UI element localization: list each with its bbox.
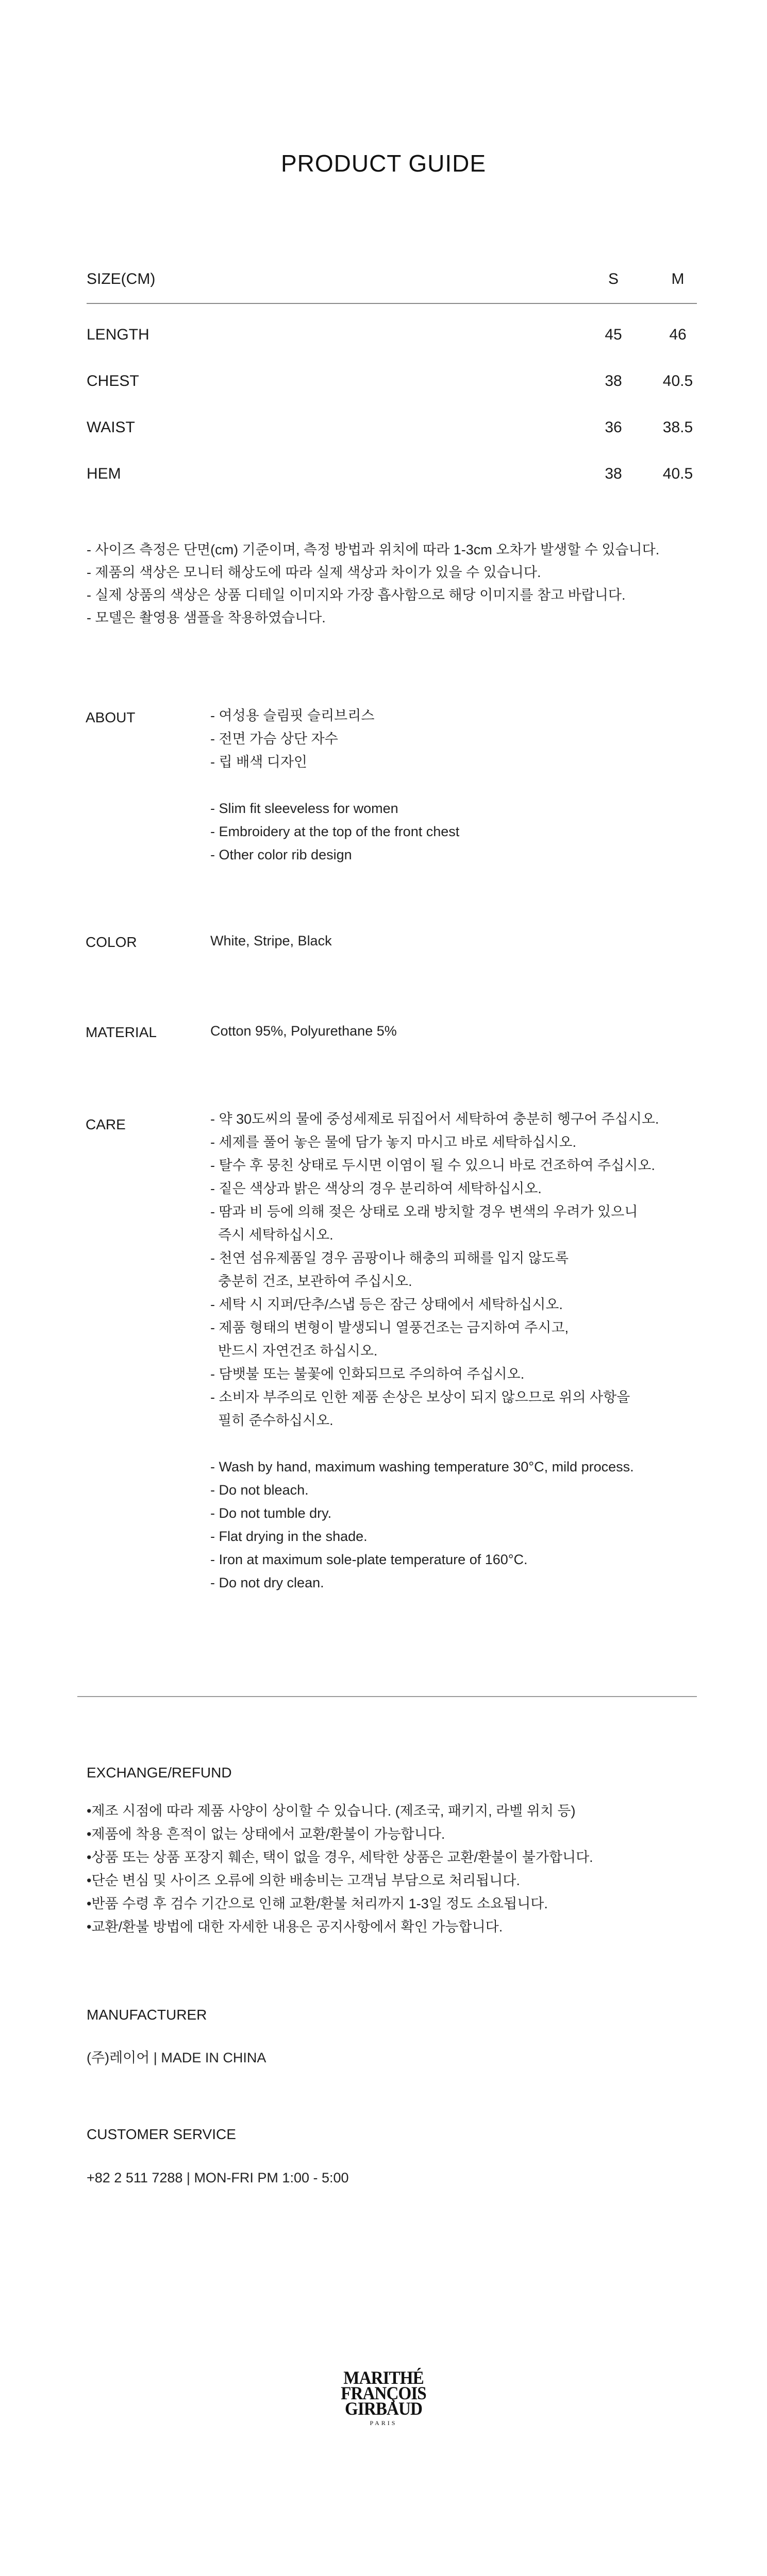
care-line: - 짙은 색상과 밝은 색상의 경우 분리하여 세탁하십시오.: [210, 1181, 542, 1196]
care-line: [210, 1432, 659, 1455]
about-line: - 립 배색 디자인: [210, 754, 307, 770]
care-line: - Do not tumble dry.: [210, 1505, 332, 1521]
care-line: - 소비자 부주의로 인한 제품 손상은 보상이 되지 않으므로 위의 사항을: [210, 1389, 630, 1405]
size-row-s: 38: [605, 372, 622, 389]
logo-line: MARITHÉ: [343, 2367, 424, 2388]
size-row-label: WAIST: [87, 419, 135, 436]
size-table-header-s: S: [608, 270, 619, 287]
care-line: - 제품 형태의 변형이 발생되니 열풍건조는 금지하여 주시고,: [210, 1320, 569, 1335]
about-body: [210, 704, 459, 867]
about-line: - Other color rib design: [210, 847, 352, 862]
note-line: - 제품의 색상은 모니터 해상도에 따라 실제 색상과 차이가 있을 수 있습니다.: [87, 565, 541, 580]
about-line: - 전면 가슴 상단 자수: [210, 731, 338, 747]
logo-line: PARIS: [370, 2419, 397, 2427]
care-line: - Do not bleach.: [210, 1482, 309, 1498]
care-line: 충분히 건조, 보관하여 주십시오.: [210, 1274, 412, 1289]
color-value: White, Stripe, Black: [210, 933, 332, 948]
size-table-rule: [87, 303, 697, 304]
exchange-body: [87, 1800, 593, 1939]
about-line: - Embroidery at the top of the front chest: [210, 824, 460, 839]
color-label: COLOR: [86, 934, 137, 950]
size-row-label: LENGTH: [87, 326, 149, 343]
exchange-line: •반품 수령 후 검수 기간으로 인해 교환/환불 처리까지 1-3일 정도 소요됩니다.: [87, 1896, 548, 1911]
manufacturer-value: (주)레이어 | MADE IN CHINA: [87, 2050, 266, 2065]
care-line: 필히 준수하십시오.: [210, 1413, 334, 1428]
size-row-m: 40.5: [662, 372, 693, 389]
note-line: - 실제 상품의 색상은 상품 디테일 이미지와 가장 흡사함으로 해당 이미지를 참고 바랍니다.: [87, 587, 626, 603]
size-row-label: CHEST: [87, 372, 139, 389]
care-line: - 땀과 비 등에 의해 젖은 상태로 오래 방치할 경우 변색의 우려가 있으니: [210, 1204, 638, 1219]
size-row-m: 38.5: [662, 419, 693, 436]
manufacturer-heading: MANUFACTURER: [87, 2007, 207, 2023]
care-line: - 천연 섬유제품일 경우 곰팡이나 해충의 피해를 입지 않도록: [210, 1250, 569, 1266]
exchange-line: •단순 변심 및 사이즈 오류에 의한 배송비는 고객님 부담으로 처리됩니다.: [87, 1873, 520, 1888]
note-line: - 모델은 촬영용 샘플을 착용하였습니다.: [87, 610, 326, 625]
care-body: [210, 1108, 659, 1595]
size-row-s: 38: [605, 465, 622, 482]
care-line: - Wash by hand, maximum washing temperature 30°C, mild process.: [210, 1459, 634, 1475]
care-line: - Iron at maximum sole-plate temperature of 160°C.: [210, 1552, 528, 1567]
logo-line: FRANÇOIS: [341, 2383, 426, 2403]
size-row-label: HEM: [87, 465, 121, 482]
size-table-header-label: SIZE(CM): [87, 270, 156, 287]
size-table-header-m: M: [671, 270, 685, 287]
size-row-s: 36: [605, 419, 622, 436]
about-line: [210, 774, 459, 797]
care-line: - 세탁 시 지퍼/단추/스냅 등은 잠근 상태에서 세탁하십시오.: [210, 1297, 563, 1312]
care-line: - 탈수 후 뭉친 상태로 두시면 이염이 될 수 있으니 바로 건조하여 주십시오.: [210, 1158, 655, 1173]
material-value: Cotton 95%, Polyurethane 5%: [210, 1023, 397, 1039]
section-divider: [77, 1696, 697, 1697]
material-label: MATERIAL: [86, 1024, 157, 1040]
about-line: - 여성용 슬림핏 슬리브리스: [210, 708, 375, 723]
care-line: - 세제를 풀어 놓은 물에 담가 놓지 마시고 바로 세탁하십시오.: [210, 1134, 576, 1150]
size-row-s: 45: [605, 326, 622, 343]
about-line: - Slim fit sleeveless for women: [210, 801, 398, 816]
care-line: - 담뱃불 또는 불꽃에 인화되므로 주의하여 주십시오.: [210, 1366, 525, 1382]
care-line: - Flat drying in the shade.: [210, 1529, 368, 1544]
exchange-line: •교환/환불 방법에 대한 자세한 내용은 공지사항에서 확인 가능합니다.: [87, 1919, 503, 1935]
size-row-m: 46: [669, 326, 687, 343]
care-line: - Do not dry clean.: [210, 1575, 324, 1590]
care-line: - 약 30도씨의 물에 중성세제로 뒤집어서 세탁하여 충분히 헹구어 주십시오.: [210, 1111, 659, 1127]
care-line: 반드시 자연건조 하십시오.: [210, 1343, 378, 1359]
brand-logo: [332, 2367, 435, 2427]
customer-service-heading: CUSTOMER SERVICE: [87, 2126, 236, 2142]
exchange-line: •제조 시점에 따라 제품 사양이 상이할 수 있습니다. (제조국, 패키지, 라벨 위치 등): [87, 1803, 576, 1819]
size-row-m: 40.5: [662, 465, 693, 482]
logo-line: GIRBAUD: [345, 2398, 422, 2419]
exchange-heading: EXCHANGE/REFUND: [87, 1765, 232, 1781]
exchange-line: •제품에 착용 흔적이 없는 상태에서 교환/환불이 가능합니다.: [87, 1826, 445, 1842]
note-line: - 사이즈 측정은 단면(cm) 기준이며, 측정 방법과 위치에 따라 1-3cm 오차가 발생할 수 있습니다.: [87, 542, 660, 557]
care-line: 즉시 세탁하십시오.: [210, 1227, 334, 1243]
page-title: PRODUCT GUIDE: [280, 150, 487, 177]
care-label: CARE: [86, 1116, 126, 1132]
exchange-line: •상품 또는 상품 포장지 훼손, 택이 없을 경우, 세탁한 상품은 교환/환불이 불가합니다.: [87, 1850, 593, 1865]
customer-service-value: +82 2 511 7288 | MON-FRI PM 1:00 - 5:00: [87, 2170, 349, 2185]
about-label: ABOUT: [86, 709, 136, 725]
